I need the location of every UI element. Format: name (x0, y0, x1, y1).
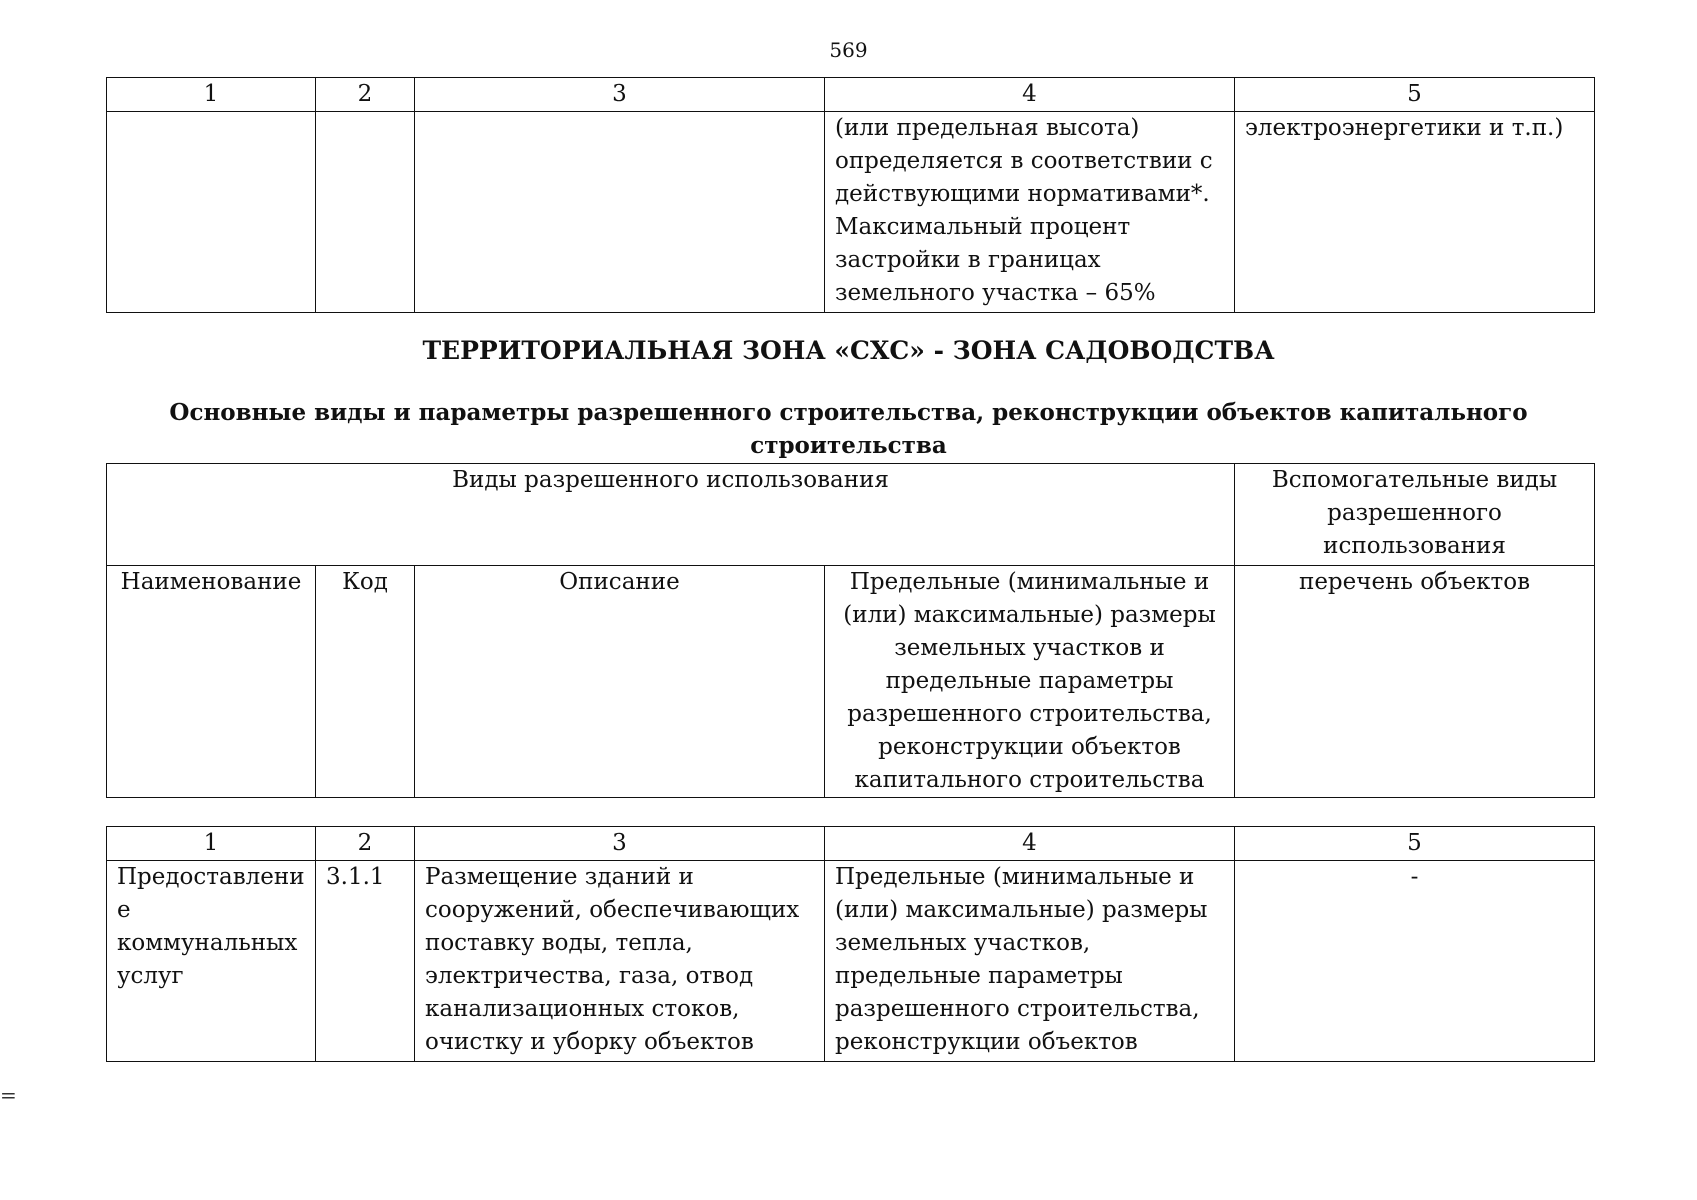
cell-description (415, 861, 825, 1062)
cell-description (415, 112, 825, 313)
edge-mark: = (0, 1083, 17, 1107)
uses-table (106, 826, 1595, 1062)
text-line: очистку и уборку объектов (425, 1029, 754, 1055)
text-line: поставку воды, тепла, (425, 930, 693, 956)
text-line: реконструкции объектов (835, 1029, 1138, 1055)
table-row (107, 861, 1595, 1062)
col-number: 5 (1235, 78, 1595, 112)
col-number: 3 (415, 78, 825, 112)
column-header-row (107, 566, 1595, 798)
text-line: сооружений, обеспечивающих (425, 897, 800, 923)
col-number: 5 (1235, 827, 1595, 861)
text-line: электроэнергетики и т.п.) (1245, 115, 1564, 141)
zone-title: ТЕРРИТОРИАЛЬНАЯ ЗОНА «СХС» - ЗОНА САДОВОДСТВА (422, 336, 1275, 365)
group-header-row (107, 464, 1595, 566)
section-title-line: строительства (750, 432, 947, 459)
header-limits-text: Предельные (минимальные и (или) максимальные) размеры земельных участков и предельные параметры разрешенного строительства, реконструкции объектов капитального строительства (843, 569, 1216, 793)
text-line: коммунальных (117, 930, 298, 956)
text-line: предельные параметры (835, 963, 1123, 989)
text-line: е (117, 897, 131, 923)
text-line: Размещение зданий и (425, 864, 694, 890)
cell-aux (1235, 112, 1595, 313)
text-line: Предоставлени (117, 864, 305, 890)
col-number: 1 (107, 78, 316, 112)
column-number-row (107, 827, 1595, 861)
text-line: разрешенного строительства, (835, 996, 1200, 1022)
table-row (107, 112, 1595, 313)
text-line: определяется в соответствии с (835, 148, 1213, 174)
col-number: 2 (316, 827, 415, 861)
section-title-line: Основные виды и параметры разрешенного строительства, реконструкции объектов капитального (169, 399, 1528, 426)
text-line: застройки в границах (835, 247, 1101, 273)
col-number: 2 (316, 78, 415, 112)
text-line: электричества, газа, отвод (425, 963, 754, 989)
col-number: 3 (415, 827, 825, 861)
text-line: земельных участков, (835, 930, 1091, 956)
group-header: Виды разрешенного использования (107, 464, 1235, 566)
cell-limits (825, 112, 1235, 313)
page-number: 569 (829, 38, 868, 62)
cell-aux: - (1235, 861, 1595, 1062)
text-line: действующими нормативами*. (835, 181, 1210, 207)
text-line: (или предельная высота) (835, 115, 1140, 141)
text-line: Предельные (минимальные и (835, 864, 1195, 890)
text-line: Максимальный процент (835, 214, 1131, 240)
continuation-table (106, 77, 1595, 313)
cell-name (107, 861, 316, 1062)
text-line: услуг (117, 963, 184, 989)
text-line: (или) максимальные) размеры (835, 897, 1208, 923)
column-number-row (107, 78, 1595, 112)
header-code: Код (316, 566, 415, 798)
cell-code (316, 861, 415, 1062)
col-number: 4 (825, 78, 1235, 112)
col-number: 4 (825, 827, 1235, 861)
section-title (0, 396, 1697, 462)
header-table (106, 463, 1595, 798)
cell-limits (825, 861, 1235, 1062)
cell-name (107, 112, 316, 313)
aux-header: Вспомогательные виды разрешенного использования (1235, 464, 1595, 566)
col-number: 1 (107, 827, 316, 861)
text-line: земельного участка – 65% (835, 280, 1156, 306)
header-description: Описание (415, 566, 825, 798)
header-limits (825, 566, 1235, 798)
header-name: Наименование (107, 566, 316, 798)
cell-code (316, 112, 415, 313)
code-text: 3.1.1 (326, 864, 385, 890)
header-objects: перечень объектов (1235, 566, 1595, 798)
text-line: канализационных стоков, (425, 996, 740, 1022)
